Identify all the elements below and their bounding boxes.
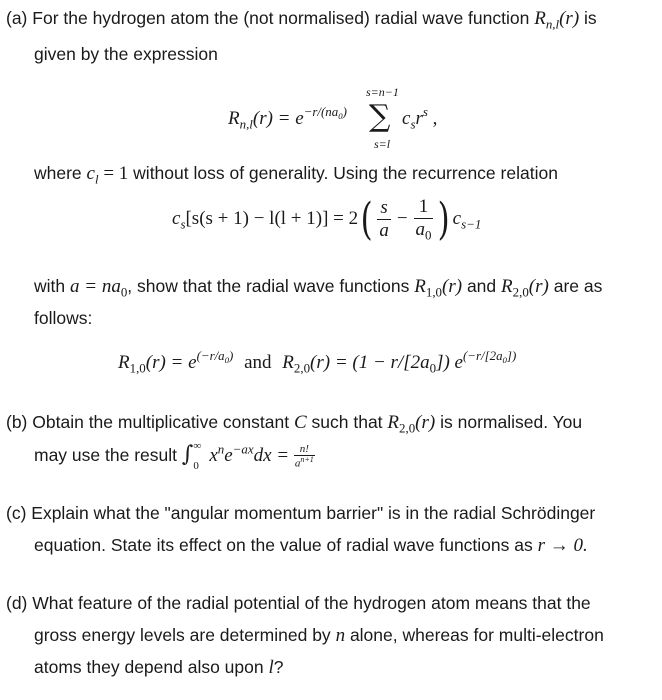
part-b-line-1: (b) Obtain the multiplicative constant C such that $R_{2,0}(r)$ is normalised. You	[6, 412, 583, 436]
equation-radial-results: $R_{1,0}(r) = e^{(-r/a_0)}$ and $R_{2,0}(r) = (1 - r/[2a_0])$ $e^{(-r/[2a_0])}$	[118, 348, 517, 376]
part-a-line-4: with $a = na_0$, show that the radial wave functions $R_{1,0}(r)$ and $R_{2,0}(r)$ are as	[34, 276, 603, 300]
part-d-line-3: atoms they depend also upon l?	[34, 657, 284, 678]
part-a-line-2: given by the expression	[34, 44, 218, 64]
integral-expression: ∫ ∞ 0 $x^ne^{-ax}dx$ = $\frac{n!}{a^{n+1}}$	[181, 440, 314, 473]
part-b-line-2: may use the result ∫ ∞ 0 $x^ne^{-ax}dx$ = $\frac{n!}{a^{n+1}}$	[34, 440, 314, 473]
part-a-label: (a)	[6, 8, 28, 28]
part-c-line-2: equation. State its effect on the value of radial wave functions as r → 0.	[34, 535, 588, 556]
equation-recurrence-relation: $c_s[s(s + 1) - l(l + 1)] = 2$( $\frac{s}{a}$ − $\frac{1}{a_0}$ ) $c_{s-1}$	[172, 193, 482, 245]
part-d-line-1: (d) What feature of the radial potential of the hydrogen atom means that the	[6, 593, 591, 613]
part-a-line-1: (a) For the hydrogen atom the (not normalised) radial wave function $R_{n,l}(r)$ is	[6, 8, 597, 32]
part-d-line-2: gross energy levels are determined by n alone, whereas for multi-electron	[34, 625, 604, 646]
part-b-label: (b)	[6, 412, 28, 432]
part-c-line-1: (c) Explain what the "angular momentum barrier" is in the radial Schrödinger	[6, 503, 596, 523]
part-a-line-5: follows:	[34, 308, 93, 328]
part-a-line-3: where $c_l = 1$ without loss of generality. Using the recurrence relation	[34, 163, 558, 187]
part-c-label: (c)	[6, 503, 27, 523]
part-d-label: (d)	[6, 593, 28, 613]
